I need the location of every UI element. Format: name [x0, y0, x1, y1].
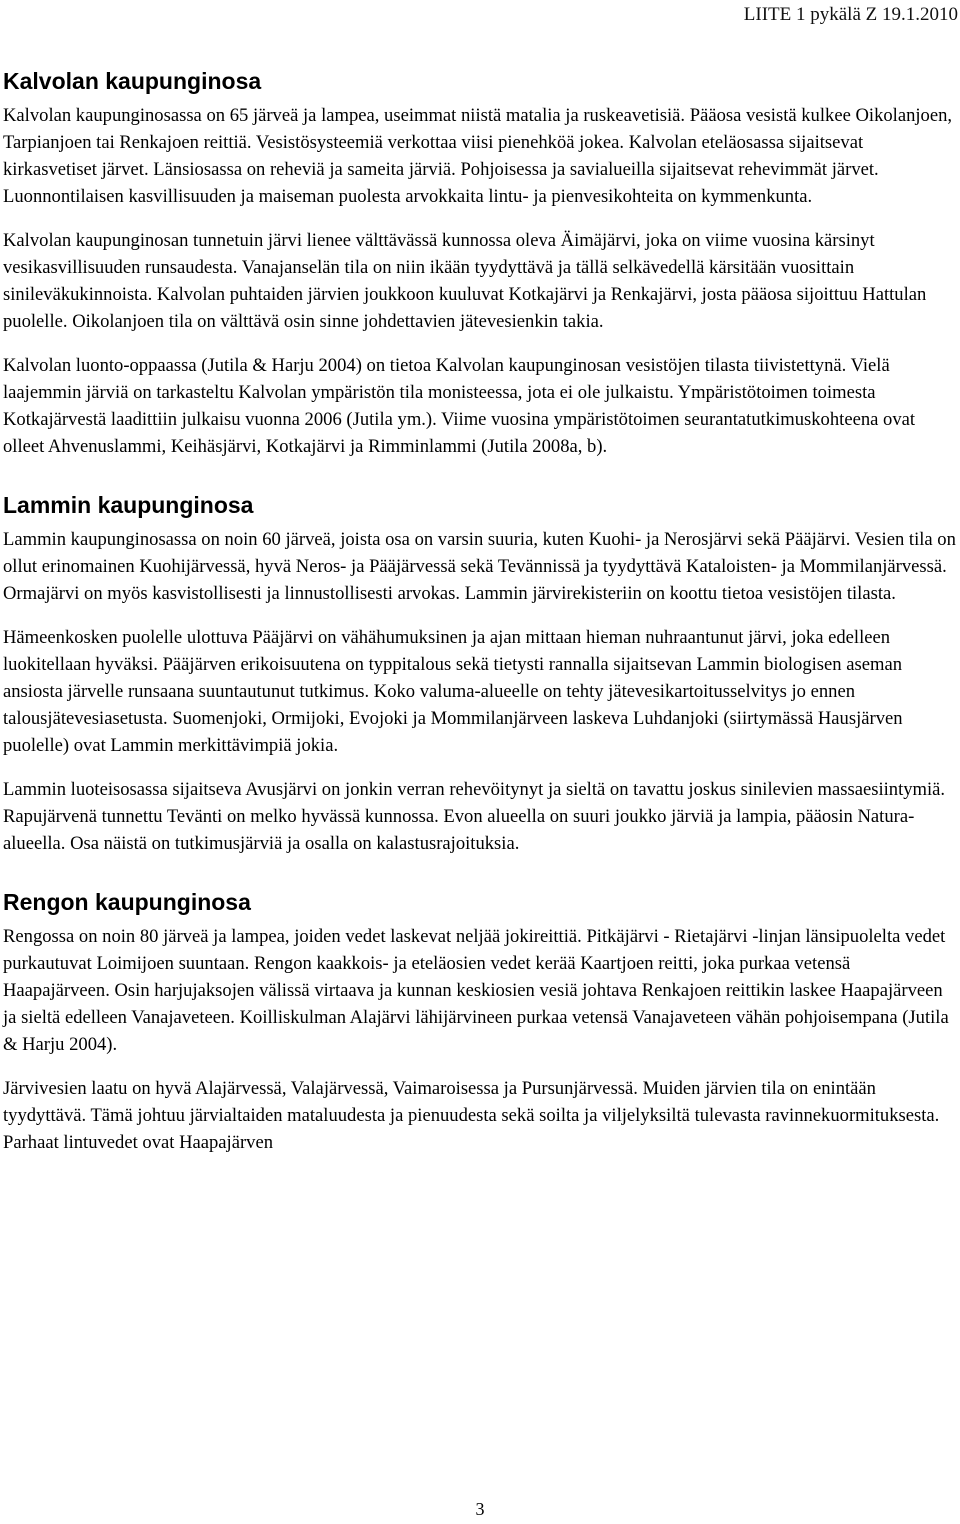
section-title: Rengon kaupunginosa	[3, 889, 251, 915]
paragraph: Kalvolan kaupunginosassa on 65 järveä ja lampea, useimmat niistä matalia ja ruskeavetisiä. Pääosa vesistä kulkee Oikolanjoen, Tarpianjoen tai Renkajoen reittiä. Vesistösysteemiä verkottaa viisi pienehköä jokea. Kalvolan eteläosassa sijaitsevat kirkasvetiset järvet. Länsiosassa on reheviä ja sameita järviä. Pohjoisessa ja savialueilla sijaitsevat rehevimmät järvet. Luonnontilaisen kasvillisuuden ja maiseman puolesta arvokkaita lintu- ja pienvesikohteita on kymmenkunta.	[3, 105, 953, 207]
section-renko	[3, 887, 956, 1156]
paragraph: Kalvolan kaupunginosan tunnetuin järvi lienee välttävässä kunnossa oleva Äimäjärvi, joka on viime vuosina kärsinyt vesikasvillisuuden runsaudesta. Vanajanselän tila on niin ikään tyydyttävä ja tällä selkävedellä kärsitään vuosittain sinileväkukinnoista. Kalvolan puhtaiden järvien joukkoon kuuluvat Kotkajärvi ja Renkajärvi, josta pääosa sijoittuu Hattulan puolelle. Oikolanjoen tila on välttävä osin sinne johdettavien jätevesienkin takia.	[3, 230, 927, 332]
paragraph: Järvivesien laatu on hyvä Alajärvessä, Valajärvessä, Vaimaroisessa ja Pursunjärvessä. Muiden järvien tila on enintään tyydyttävä. Tämä johtuu järvialtaiden mataluudesta ja pienuudesta sekä soilta ja viljelyksiltä tulevasta ravinnekuormituksesta. Parhaat lintuvedet ovat Haapajärven	[3, 1078, 940, 1153]
section-kalvola	[3, 66, 956, 460]
paragraph: Hämeenkosken puolelle ulottuva Pääjärvi on vähähumuksinen ja ajan mittaan hieman nuhraantunut järvi, joka edelleen luokitellaan hyväksi. Pääjärven erikoisuutena on typpitalous sekä tietysti rannalla sijaitsevan Lammin biologisen aseman ansiosta järvelle runsaana suuntautunut tutkimus. Koko valuma-alueelle on tehty jätevesikartoitusselvitys jo ennen talousjätevesiasetusta. Suomenjoki, Ormijoki, Evojoki ja Mommilanjärveen laskeva Luhdanjoki (siirtymässä Hausjärven puolelle) ovat Lammin merkittävimpiä jokia.	[3, 627, 903, 756]
section-lammi	[3, 490, 956, 857]
appendix-note: LIITE 1 pykälä Z 19.1.2010	[743, 4, 958, 25]
paragraph: Kalvolan luonto-oppaassa (Jutila & Harju 2004) on tietoa Kalvolan kaupunginosan vesistöjen tilasta tiivistettynä. Vielä laajemmin järviä on tarkasteltu Kalvolan ympäristön tila monisteessa, jota ei ole julkaistu. Ympäristötoimen toimesta Kotkajärvestä laadittiin julkaisu vuonna 2006 (Jutila ym.). Viime vuosina ympäristötoimen seurantatutkimuskohteena ovat olleet Ahvenuslammi, Keihäsjärvi, Kotkajärvi ja Rimminlammi (Jutila 2008a, b).	[3, 355, 916, 457]
paragraph: Lammin kaupunginosassa on noin 60 järveä, joista osa on varsin suuria, kuten Kuohi- ja Nerosjärvi sekä Pääjärvi. Vesien tila on ollut erinomainen Kuohijärvessä, hyvä Neros- ja Pääjärvessä sekä Tevännissä ja tyydyttävä Kataloisten- ja Mommilanjärvessä. Ormajärvi on myös kasvistollisesti ja linnustollisesti arvokas. Lammin järvirekisteriin on koottu tietoa vesistöjen tilasta.	[3, 529, 956, 604]
document-body	[3, 66, 956, 1173]
section-title: Kalvolan kaupunginosa	[3, 68, 262, 94]
page-number: 3	[475, 1499, 485, 1519]
paragraph: Rengossa on noin 80 järveä ja lampea, joiden vedet laskevat neljää jokireittiä. Pitkäjärvi - Rietajärvi -linjan länsipuolelta vedet purkautuvat Loimijoen suuntaan. Rengon kaakkois- ja eteläosien vedet kerää Kaartjoen reitti, joka purkaa vetensä Haapajärveen. Osin harjujaksojen välissä virtaava ja kunnan keskiosien vesiä johtava Renkajoen reittikin laskee Haapajärveen ja sieltä edelleen Vanajaveteen. Koilliskulman Alajärvi lähijärvineen purkaa vetensä Vanajaveteen vähän pohjoisempana (Jutila & Harju 2004).	[3, 926, 949, 1055]
paragraph: Lammin luoteisosassa sijaitseva Avusjärvi on jonkin verran rehevöitynyt ja sieltä on tavattu joskus sinilevien massaesiintymiä. Rapujärvenä tunnettu Tevänti on melko hyvässä kunnossa. Evon alueella on suuri joukko järviä ja lampia, pääosin Natura-alueella. Osa näistä on tutkimusjärviä ja osalla on kalastusrajoituksia.	[3, 779, 946, 854]
section-title: Lammin kaupunginosa	[3, 492, 254, 518]
